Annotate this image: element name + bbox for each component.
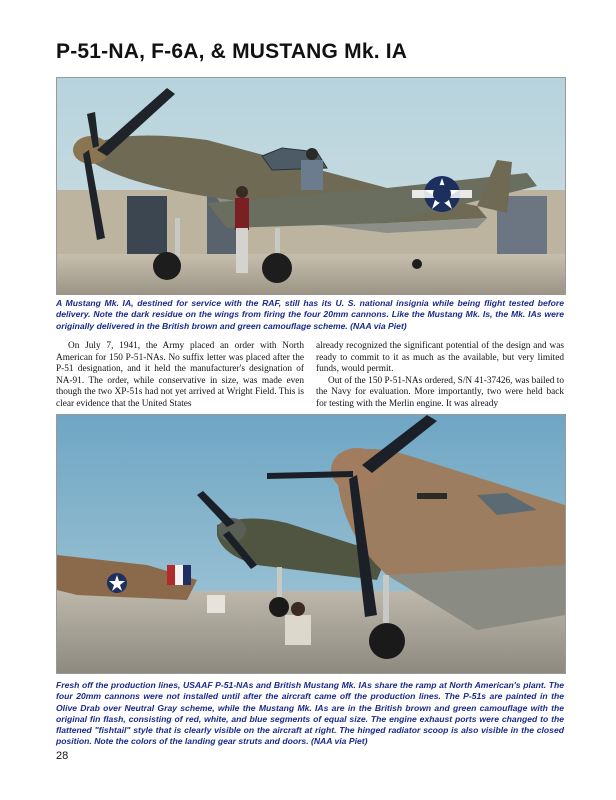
page-title: P-51-NA, F-6A, & MUSTANG Mk. IA [56, 40, 408, 63]
page-number: 28 [56, 750, 69, 762]
body-column-left [56, 341, 304, 411]
body-paragraph: already recognized the significant potential of the design and was ready to commit to it as much as the available, but very limited funds, would permit. [316, 341, 564, 375]
photo1-caption: A Mustang Mk. IA, destined for service with the RAF, still has its U. S. national insignia while being flight tested before delivery. Note the dark residue on the wings from firing the four 20mm cannons. Like the Mustang Mk. Is, the Mk. IAs were originally delivered in the British brown and green camouflage scheme. (NAA via Piet) [56, 298, 564, 331]
photo-ramp-illustration [57, 415, 565, 673]
body-column-right [316, 341, 564, 411]
body-paragraph: Out of the 150 P-51-NAs ordered, S/N 41-37426, was bailed to the Navy for evaluation. More importantly, two were held back for testing with the Merlin engine. It was already [316, 375, 564, 409]
photo-mustang-mk1a-flight-test [56, 77, 566, 295]
body-paragraph: On July 7, 1941, the Army placed an order with North American for 150 P-51-NAs. No suffix letter was placed after the P-51 designation, and it held the manufacturer's designation of NA-91. The order, while conservative in size, was made even though the two XP-51s had not yet arrived at Wright Field. This is clear evidence that the United States [56, 341, 304, 409]
photo-mustang-mk1a-illustration [57, 78, 565, 294]
photo2-caption: Fresh off the production lines, USAAF P-51-NAs and British Mustang Mk. IAs share the ramp at North American's plant. The four 20mm cannons were not installed until after the aircraft came off the production lines. The P-51s are painted in the Olive Drab over Neutral Gray scheme, while the Mustang Mk. IAs are in the British brown and green camouflage with the original fin flash, consisting of red, white, and blue segments of equal size. The engine exhaust ports were changed to the flattened "fishtail" style that is clearly visible on the aircraft at right. The hinged radiator scoop is also visible in the closed position. Note the colors of the landing gear struts and doors. (NAA via Piet) [56, 680, 564, 747]
photo-production-line-ramp [56, 414, 566, 674]
